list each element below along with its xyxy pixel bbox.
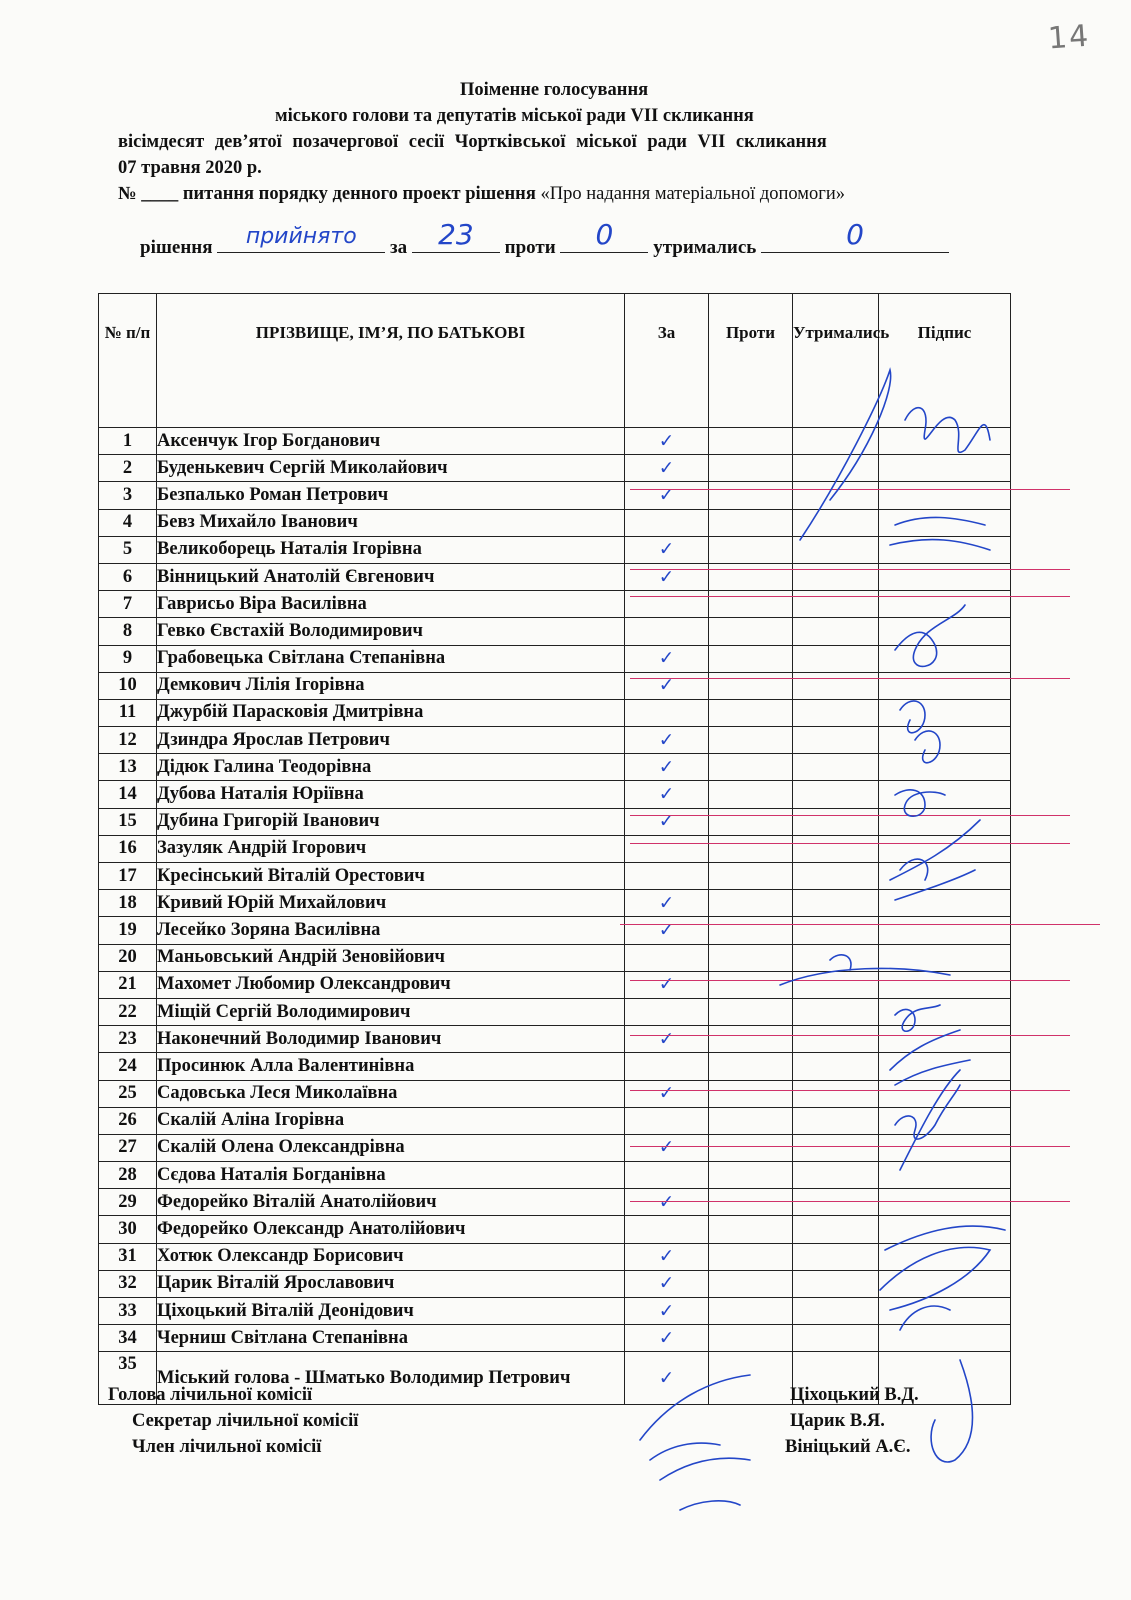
row-number: 20 — [99, 944, 157, 971]
row-against — [709, 672, 793, 699]
row-for-mark — [625, 1107, 709, 1134]
row-signature — [879, 1189, 1011, 1216]
row-name: Демкович Лілія Ігорівна — [157, 672, 625, 699]
row-number: 24 — [99, 1053, 157, 1080]
row-signature — [879, 1026, 1011, 1053]
row-against — [709, 1053, 793, 1080]
row-against — [709, 754, 793, 781]
table-row — [99, 1325, 1011, 1352]
strike-line — [630, 815, 1070, 816]
table-row — [99, 1026, 1011, 1053]
row-against — [709, 835, 793, 862]
table-row — [99, 536, 1011, 563]
row-signature — [879, 781, 1011, 808]
strike-line — [620, 924, 1100, 925]
row-against — [709, 1325, 793, 1352]
row-name: Вінницький Анатолій Євгенович — [157, 563, 625, 590]
table-row — [99, 971, 1011, 998]
row-against — [709, 645, 793, 672]
row-signature — [879, 482, 1011, 509]
row-name: Гаврисьо Віра Василівна — [157, 591, 625, 618]
row-number: 25 — [99, 1080, 157, 1107]
row-number: 31 — [99, 1243, 157, 1270]
strike-line — [630, 1201, 1070, 1202]
row-against — [709, 428, 793, 455]
decision-label: рішення — [140, 237, 213, 258]
table-row — [99, 563, 1011, 590]
row-abstained — [793, 591, 879, 618]
table-row — [99, 428, 1011, 455]
against-value: 0 — [595, 218, 614, 251]
row-for-mark — [625, 699, 709, 726]
row-for-mark: ✓ — [625, 971, 709, 998]
row-number: 19 — [99, 917, 157, 944]
member-label: Член лічильної комісії — [132, 1437, 322, 1457]
table-row — [99, 998, 1011, 1025]
row-abstained — [793, 1189, 879, 1216]
row-abstained — [793, 754, 879, 781]
member-name: Вініцький А.Є. — [785, 1437, 911, 1457]
row-name: Федорейко Віталій Анатолійович — [157, 1189, 625, 1216]
abstained-label: утримались — [653, 237, 757, 258]
row-number: 29 — [99, 1189, 157, 1216]
row-for-mark: ✓ — [625, 1243, 709, 1270]
row-signature — [879, 808, 1011, 835]
vote-table — [98, 293, 1011, 1405]
row-for-mark: ✓ — [625, 563, 709, 590]
row-signature — [879, 1270, 1011, 1297]
row-for-mark: ✓ — [625, 428, 709, 455]
row-against — [709, 591, 793, 618]
row-number: 6 — [99, 563, 157, 590]
row-against — [709, 1270, 793, 1297]
row-number: 23 — [99, 1026, 157, 1053]
abstained-field — [761, 218, 949, 253]
row-name: Міщій Сергій Володимирович — [157, 998, 625, 1025]
row-number: 26 — [99, 1107, 157, 1134]
row-signature — [879, 645, 1011, 672]
table-row — [99, 645, 1011, 672]
strike-line — [630, 678, 1070, 679]
row-against — [709, 563, 793, 590]
row-signature — [879, 917, 1011, 944]
row-name: Зазуляк Андрій Ігорович — [157, 835, 625, 862]
row-against — [709, 482, 793, 509]
table-row — [99, 1053, 1011, 1080]
row-against — [709, 1352, 793, 1405]
header-for: За — [625, 294, 709, 428]
row-number: 3 — [99, 482, 157, 509]
row-abstained — [793, 1270, 879, 1297]
row-signature — [879, 536, 1011, 563]
decision-field — [217, 224, 385, 253]
header-line-2: міського голови та депутатів міської ради VII скликання — [275, 106, 754, 126]
row-number: 21 — [99, 971, 157, 998]
row-name: Лесейко Зоряна Василівна — [157, 917, 625, 944]
row-abstained — [793, 944, 879, 971]
row-against — [709, 971, 793, 998]
row-number: 13 — [99, 754, 157, 781]
row-against — [709, 1216, 793, 1243]
row-number: 7 — [99, 591, 157, 618]
row-signature — [879, 1080, 1011, 1107]
agenda-line — [118, 184, 845, 205]
row-signature — [879, 971, 1011, 998]
row-name: Кривий Юрій Михайлович — [157, 890, 625, 917]
row-number: 10 — [99, 672, 157, 699]
row-against — [709, 455, 793, 482]
row-for-mark: ✓ — [625, 1270, 709, 1297]
row-name: Великоборець Наталія Ігорівна — [157, 536, 625, 563]
row-signature — [879, 998, 1011, 1025]
header-abstained: Утримались — [793, 294, 879, 428]
row-signature — [879, 727, 1011, 754]
row-against — [709, 1107, 793, 1134]
row-signature — [879, 455, 1011, 482]
table-row — [99, 455, 1011, 482]
for-field — [412, 218, 500, 253]
row-for-mark: ✓ — [625, 917, 709, 944]
row-for-mark — [625, 509, 709, 536]
row-name: Черниш Світлана Степанівна — [157, 1325, 625, 1352]
row-against — [709, 1162, 793, 1189]
row-for-mark: ✓ — [625, 645, 709, 672]
row-abstained — [793, 482, 879, 509]
row-name: Скалій Олена Олександрівна — [157, 1134, 625, 1161]
row-abstained — [793, 699, 879, 726]
strike-line — [630, 1146, 1070, 1147]
row-name: Дубина Григорій Іванович — [157, 808, 625, 835]
header-against: Проти — [709, 294, 793, 428]
row-against — [709, 699, 793, 726]
row-name: Дідюк Галина Теодорівна — [157, 754, 625, 781]
row-name: Сєдова Наталія Богданівна — [157, 1162, 625, 1189]
row-name: Федорейко Олександр Анатолійович — [157, 1216, 625, 1243]
row-name: Наконечний Володимир Іванович — [157, 1026, 625, 1053]
row-signature — [879, 591, 1011, 618]
row-abstained — [793, 1162, 879, 1189]
strike-line — [630, 569, 1070, 570]
table-row — [99, 618, 1011, 645]
row-name: Аксенчук Ігор Богданович — [157, 428, 625, 455]
row-for-mark — [625, 944, 709, 971]
row-for-mark: ✓ — [625, 536, 709, 563]
row-signature — [879, 699, 1011, 726]
row-signature — [879, 754, 1011, 781]
row-for-mark: ✓ — [625, 1189, 709, 1216]
table-row — [99, 1162, 1011, 1189]
row-name: Просинюк Алла Валентинівна — [157, 1053, 625, 1080]
row-abstained — [793, 1134, 879, 1161]
row-number: 34 — [99, 1325, 157, 1352]
row-number: 1 — [99, 428, 157, 455]
row-abstained — [793, 1080, 879, 1107]
row-against — [709, 536, 793, 563]
row-number: 33 — [99, 1298, 157, 1325]
row-signature — [879, 1107, 1011, 1134]
row-signature — [879, 1325, 1011, 1352]
header-line-3: вісімдесят дев’ятої позачергової сесії Чортківської міської ради VII скликання — [118, 132, 827, 152]
row-name: Дзиндра Ярослав Петрович — [157, 727, 625, 754]
row-abstained — [793, 863, 879, 890]
row-abstained — [793, 428, 879, 455]
row-against — [709, 509, 793, 536]
row-against — [709, 1080, 793, 1107]
row-number: 18 — [99, 890, 157, 917]
table-row — [99, 917, 1011, 944]
row-number: 4 — [99, 509, 157, 536]
table-header-row — [99, 294, 1011, 428]
row-abstained — [793, 971, 879, 998]
row-for-mark: ✓ — [625, 1026, 709, 1053]
row-against — [709, 781, 793, 808]
row-against — [709, 1189, 793, 1216]
row-against — [709, 727, 793, 754]
table-row — [99, 944, 1011, 971]
row-abstained — [793, 455, 879, 482]
decision-value: прийнято — [245, 224, 357, 249]
strike-line — [630, 1090, 1070, 1091]
row-against — [709, 1298, 793, 1325]
header-num: № п/п — [99, 294, 157, 428]
row-abstained — [793, 808, 879, 835]
row-name: Гевко Євстахій Володимирович — [157, 618, 625, 645]
row-for-mark: ✓ — [625, 1134, 709, 1161]
row-signature — [879, 428, 1011, 455]
row-against — [709, 863, 793, 890]
row-abstained — [793, 1107, 879, 1134]
row-for-mark — [625, 591, 709, 618]
row-against — [709, 1134, 793, 1161]
table-row — [99, 1216, 1011, 1243]
strike-line — [630, 489, 1070, 490]
row-for-mark: ✓ — [625, 1298, 709, 1325]
row-name: Махомет Любомир Олександрович — [157, 971, 625, 998]
row-for-mark — [625, 863, 709, 890]
row-for-mark: ✓ — [625, 672, 709, 699]
row-signature — [879, 618, 1011, 645]
table-row — [99, 835, 1011, 862]
row-signature — [879, 835, 1011, 862]
row-abstained — [793, 618, 879, 645]
row-signature — [879, 1243, 1011, 1270]
table-row — [99, 591, 1011, 618]
row-signature — [879, 672, 1011, 699]
chair-name: Ціхоцький В.Д. — [790, 1385, 919, 1405]
row-against — [709, 1243, 793, 1270]
row-for-mark: ✓ — [625, 754, 709, 781]
row-name: Бевз Михайло Іванович — [157, 509, 625, 536]
header-name: ПРІЗВИЩЕ, ІМ’Я, ПО БАТЬКОВІ — [157, 294, 625, 428]
against-label: проти — [504, 237, 556, 258]
row-signature — [879, 1216, 1011, 1243]
row-number: 11 — [99, 699, 157, 726]
row-name: Грабовецька Світлана Степанівна — [157, 645, 625, 672]
row-abstained — [793, 1026, 879, 1053]
row-name: Джурбій Парасковія Дмитрівна — [157, 699, 625, 726]
table-row — [99, 1298, 1011, 1325]
row-number: 28 — [99, 1162, 157, 1189]
vote-table-body — [99, 428, 1011, 1405]
table-row — [99, 1270, 1011, 1297]
row-signature — [879, 1053, 1011, 1080]
row-against — [709, 944, 793, 971]
row-name: Маньовський Андрій Зеновійович — [157, 944, 625, 971]
agenda-prefix: № ____ питання порядку денного проект рішення — [118, 184, 536, 204]
row-number: 5 — [99, 536, 157, 563]
table-row — [99, 699, 1011, 726]
row-for-mark: ✓ — [625, 482, 709, 509]
row-for-mark: ✓ — [625, 1352, 709, 1405]
row-number: 16 — [99, 835, 157, 862]
session-date: 07 травня 2020 р. — [118, 158, 262, 178]
row-abstained — [793, 1243, 879, 1270]
row-for-mark — [625, 835, 709, 862]
secretary-name: Царик В.Я. — [790, 1411, 885, 1431]
row-abstained — [793, 890, 879, 917]
row-against — [709, 890, 793, 917]
row-for-mark: ✓ — [625, 1080, 709, 1107]
row-for-mark — [625, 1053, 709, 1080]
row-abstained — [793, 1298, 879, 1325]
row-for-mark: ✓ — [625, 727, 709, 754]
row-against — [709, 1026, 793, 1053]
strike-line — [630, 1035, 1070, 1036]
row-name: Ціхоцький Віталій Деонідович — [157, 1298, 625, 1325]
row-name: Скалій Аліна Ігорівна — [157, 1107, 625, 1134]
row-abstained — [793, 672, 879, 699]
against-field — [560, 218, 648, 253]
row-for-mark — [625, 618, 709, 645]
table-row — [99, 672, 1011, 699]
table-row — [99, 727, 1011, 754]
row-against — [709, 998, 793, 1025]
for-label: за — [390, 237, 408, 258]
strike-line — [630, 980, 1070, 981]
row-against — [709, 917, 793, 944]
row-for-mark: ✓ — [625, 808, 709, 835]
row-abstained — [793, 509, 879, 536]
row-for-mark: ✓ — [625, 455, 709, 482]
table-row — [99, 863, 1011, 890]
row-for-mark: ✓ — [625, 781, 709, 808]
row-for-mark: ✓ — [625, 890, 709, 917]
row-name: Кресінський Віталій Орестович — [157, 863, 625, 890]
for-value: 23 — [438, 218, 474, 251]
page-number: 14 — [1046, 18, 1092, 57]
row-for-mark — [625, 1216, 709, 1243]
row-abstained — [793, 1325, 879, 1352]
row-signature — [879, 1162, 1011, 1189]
row-number: 9 — [99, 645, 157, 672]
row-name: Дубова Наталія Юріївна — [157, 781, 625, 808]
table-row — [99, 1080, 1011, 1107]
table-row — [99, 1107, 1011, 1134]
row-number: 8 — [99, 618, 157, 645]
row-name: Буденькевич Сергій Миколайович — [157, 455, 625, 482]
row-name: Міський голова - Шматько Володимир Петрович — [157, 1352, 625, 1405]
row-abstained — [793, 835, 879, 862]
row-abstained — [793, 645, 879, 672]
row-number: 15 — [99, 808, 157, 835]
table-row — [99, 890, 1011, 917]
table-row — [99, 509, 1011, 536]
row-number: 2 — [99, 455, 157, 482]
row-signature — [879, 863, 1011, 890]
table-row — [99, 808, 1011, 835]
row-signature — [879, 944, 1011, 971]
row-number: 12 — [99, 727, 157, 754]
row-abstained — [793, 727, 879, 754]
row-name: Садовська Леся Миколаївна — [157, 1080, 625, 1107]
row-signature — [879, 563, 1011, 590]
row-for-mark — [625, 998, 709, 1025]
row-signature — [879, 890, 1011, 917]
row-name: Безпалько Роман Петрович — [157, 482, 625, 509]
row-abstained — [793, 1053, 879, 1080]
row-number: 30 — [99, 1216, 157, 1243]
document-title: Поіменне голосування — [460, 80, 649, 100]
table-row — [99, 482, 1011, 509]
abstained-value: 0 — [846, 218, 864, 251]
table-row — [99, 781, 1011, 808]
strike-line — [630, 596, 1070, 597]
row-for-mark: ✓ — [625, 1325, 709, 1352]
row-number: 17 — [99, 863, 157, 890]
row-signature — [879, 1134, 1011, 1161]
row-number: 32 — [99, 1270, 157, 1297]
table-row — [99, 1189, 1011, 1216]
chair-label: Голова лічильної комісії — [108, 1385, 313, 1405]
vote-result-row — [140, 218, 949, 259]
row-name: Царик Віталій Ярославович — [157, 1270, 625, 1297]
row-number: 27 — [99, 1134, 157, 1161]
row-name: Хотюк Олександр Борисович — [157, 1243, 625, 1270]
row-against — [709, 618, 793, 645]
row-against — [709, 808, 793, 835]
row-abstained — [793, 781, 879, 808]
row-abstained — [793, 1216, 879, 1243]
table-row — [99, 1134, 1011, 1161]
row-number: 22 — [99, 998, 157, 1025]
table-row — [99, 754, 1011, 781]
row-abstained — [793, 536, 879, 563]
row-signature — [879, 1298, 1011, 1325]
row-abstained — [793, 998, 879, 1025]
agenda-title: «Про надання матеріальної допомоги» — [540, 184, 845, 204]
table-row — [99, 1243, 1011, 1270]
row-signature — [879, 509, 1011, 536]
row-abstained — [793, 563, 879, 590]
row-number: 14 — [99, 781, 157, 808]
row-for-mark — [625, 1162, 709, 1189]
row-abstained — [793, 917, 879, 944]
strike-line — [630, 843, 1070, 844]
header-signature: Підпис — [879, 294, 1011, 428]
secretary-label: Секретар лічильної комісії — [132, 1411, 359, 1431]
row-number: 35 — [99, 1352, 157, 1405]
